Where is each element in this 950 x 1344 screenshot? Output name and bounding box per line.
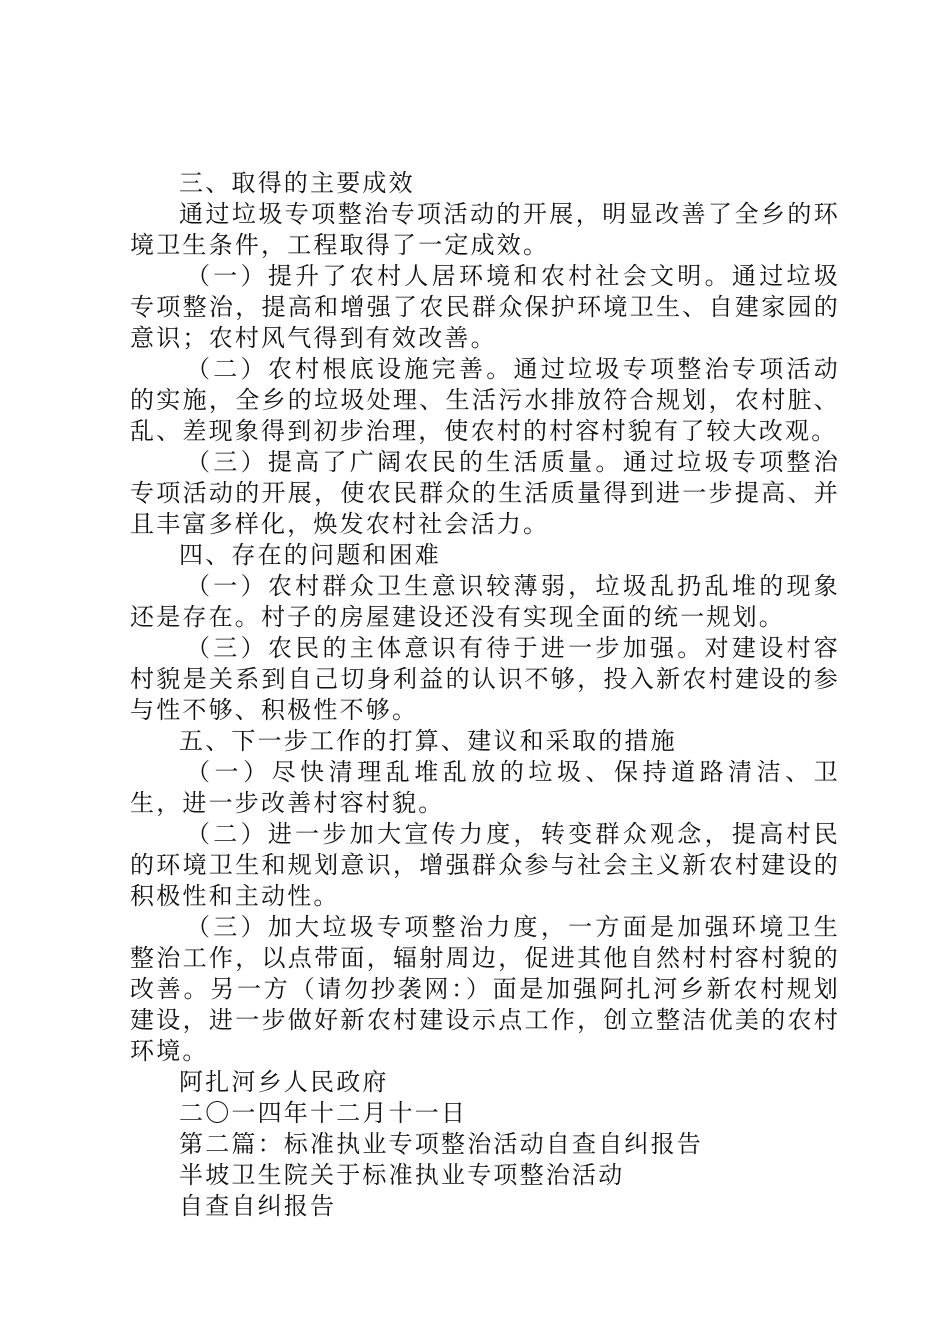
section4-item1: （一）农村群众卫生意识较薄弱，垃圾乱扔乱堆的现象还是存在。村子的房屋建设还没有实现全面的统一规划。: [130, 572, 840, 631]
section5-item2: （二）进一步加大宣传力度，转变群众观念，提高村民的环境卫生和规划意识，增强群众参与社会主义新农村建设的积极性和主动性。: [130, 820, 840, 910]
section3-intro: 通过垃圾专项整治专项活动的开展，明显改善了全乡的环境卫生条件，工程取得了一定成效。: [130, 200, 840, 259]
document-body: [130, 168, 840, 1222]
section3-item1: （一）提升了农村人居环境和农村社会文明。通过垃圾专项整治，提高和增强了农民群众保护环境卫生、自建家园的意识；农村风气得到有效改善。: [130, 262, 840, 352]
part2-title: 第二篇：标准执业专项整治活动自查自纠报告: [179, 1130, 703, 1158]
section5-item1: （一）尽快清理乱堆乱放的垃圾、保持道路清洁、卫生，进一步改善村容村貌。: [130, 758, 840, 817]
signature-date: 二〇一四年十二月十一日: [179, 1099, 468, 1127]
part2-subtitle-line1: 半坡卫生院关于标准执业专项整治活动: [179, 1161, 625, 1189]
section5-heading: 五、下一步工作的打算、建议和采取的措施: [179, 727, 677, 755]
section5-item3: （三）加大垃圾专项整治力度，一方面是加强环境卫生整治工作，以点带面，辐射周边，促进其他自然村村容村貌的改善。另一方（请勿抄袭网：）面是加强阿扎河乡新农村规划建设，进一步做好新农村建设示点工作，创立整洁优美的农村环境。: [130, 913, 840, 1065]
signature-org: 阿扎河乡人民政府: [179, 1068, 389, 1096]
section3-item2: （二）农村根底设施完善。通过垃圾专项整治专项活动的实施，全乡的垃圾处理、生活污水排放符合规划，农村脏、乱、差现象得到初步治理，使农村的村容村貌有了较大改观。: [130, 355, 840, 445]
section3-heading: 三、取得的主要成效: [179, 169, 415, 197]
section4-heading: 四、存在的问题和困难: [179, 541, 441, 569]
section3-item3: （三）提高了广阔农民的生活质量。通过垃圾专项整治专项活动的开展，使农民群众的生活质量得到进一步提高、并且丰富多样化，焕发农村社会活力。: [130, 448, 840, 538]
section4-item3: （三）农民的主体意识有待于进一步加强。对建设村容村貌是关系到自己切身利益的认识不够，投入新农村建设的参与性不够、积极性不够。: [130, 634, 840, 724]
part2-subtitle-line2: 自查自纠报告: [179, 1192, 337, 1220]
